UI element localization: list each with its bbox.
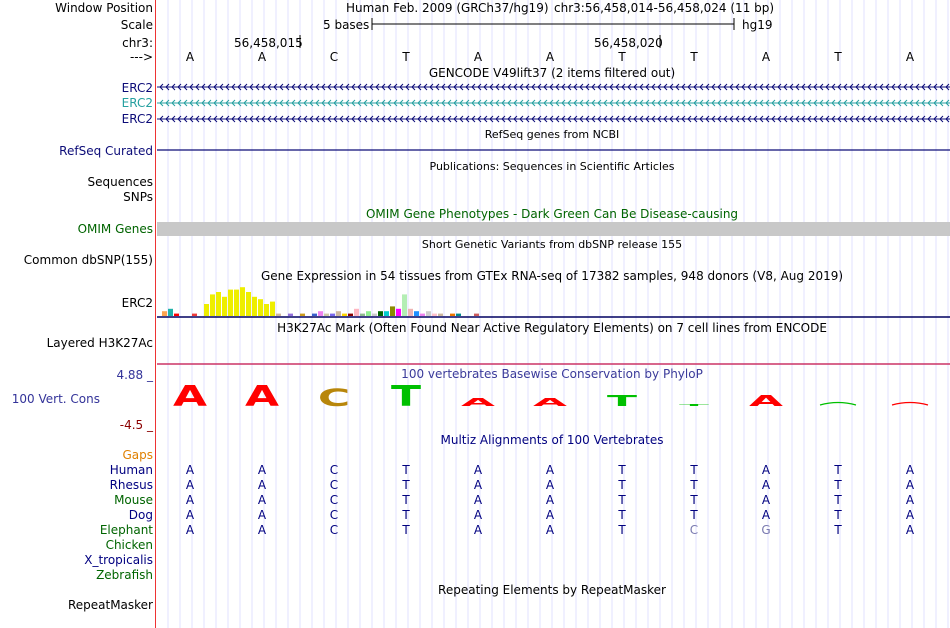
omim-phenotype-bar — [157, 222, 950, 236]
gtex-tissue-bar — [450, 314, 455, 316]
phylop-base-glyph: A — [748, 391, 784, 410]
h3k27ac-track-label[interactable]: Layered H3K27Ac — [46, 336, 153, 350]
phylop-title: 100 vertebrates Basewise Conservation by PhyloP — [401, 367, 703, 381]
alignment-base: A — [545, 493, 555, 507]
omim-track-label[interactable]: OMIM Genes — [77, 222, 153, 236]
phylop-base-glyph: A — [460, 396, 496, 409]
gtex-tissue-bar — [456, 314, 461, 316]
species-label-elephant[interactable]: Elephant — [99, 523, 153, 537]
alignment-base: T — [834, 463, 842, 477]
alignment-base: T — [402, 523, 410, 537]
alignment-base: T — [402, 463, 410, 477]
gtex-tissue-bar — [348, 314, 353, 316]
alignment-base: A — [473, 463, 483, 477]
h3k27ac-title: H3K27Ac Mark (Often Found Near Active Regulatory Elements) on 7 cell lines from ENCODE — [277, 321, 827, 335]
alignment-base: T — [834, 508, 842, 522]
gtex-tissue-bar — [414, 311, 419, 316]
phylop-base-glyph: A — [244, 379, 280, 413]
dbsnp-title: Short Genetic Variants from dbSNP release 155 — [421, 238, 683, 251]
base-letter: A — [257, 50, 267, 64]
gtex-tissue-bar — [342, 314, 347, 316]
gtex-tissue-bar — [216, 292, 221, 316]
gtex-tissue-bar — [336, 311, 341, 316]
repeatmasker-track-label[interactable]: RepeatMasker — [67, 598, 153, 612]
gencode-transcript-3 — [157, 116, 950, 122]
alignment-base: T — [690, 478, 698, 492]
gtex-tissue-bar — [474, 314, 479, 316]
repeatmasker-title: Repeating Elements by RepeatMasker — [438, 583, 666, 597]
base-letter: C — [329, 50, 339, 64]
gtex-tissue-bar — [390, 306, 395, 316]
gtex-tissue-bar — [312, 314, 317, 316]
alignment-base: C — [329, 493, 339, 507]
alignment-base: C — [329, 508, 339, 522]
base-letter: T — [402, 50, 410, 64]
gtex-tissue-bar — [360, 314, 365, 316]
alignment-base: T — [834, 523, 842, 537]
alignment-base: A — [545, 523, 555, 537]
alignment-base: A — [185, 493, 195, 507]
alignment-base: A — [905, 463, 915, 477]
omim-title: OMIM Gene Phenotypes - Dark Green Can Be Disease-causing — [365, 207, 739, 221]
gtex-tissue-bar — [300, 314, 305, 316]
base-letter: T — [834, 50, 842, 64]
window-position-label: Window Position — [55, 1, 153, 15]
gtex-tissue-bar — [240, 287, 245, 316]
snps-track-label[interactable]: SNPs — [123, 190, 153, 204]
gtex-tissue-bar — [384, 311, 389, 316]
multiz-title: Multiz Alignments of 100 Vertebrates — [440, 433, 664, 447]
gtex-tissue-bar — [324, 314, 329, 316]
gencode-track-label-3[interactable]: ERC2 — [121, 112, 153, 126]
track-data-area[interactable] — [156, 0, 950, 628]
gtex-tissue-bar — [378, 311, 383, 316]
gtex-tissue-bar — [330, 314, 335, 316]
alignment-base: A — [257, 493, 267, 507]
alignment-base: T — [618, 478, 626, 492]
gencode-track-label-2[interactable]: ERC2 — [121, 96, 153, 110]
base-letter: A — [473, 50, 483, 64]
alignment-base: T — [834, 478, 842, 492]
alignment-base: A — [545, 478, 555, 492]
base-letter: A — [545, 50, 555, 64]
gtex-tissue-bar — [432, 314, 437, 316]
alignment-base: A — [761, 493, 771, 507]
gtex-tissue-bar — [426, 311, 431, 316]
sequences-track-label[interactable]: Sequences — [87, 175, 153, 189]
gtex-tissue-bar — [162, 311, 167, 316]
alignment-base: C — [329, 523, 339, 537]
gtex-tissue-bar — [372, 314, 377, 316]
gtex-tissue-bar — [402, 294, 407, 316]
alignment-base: A — [761, 508, 771, 522]
gtex-tissue-bar — [258, 299, 263, 316]
scale-text: 5 bases — [323, 18, 370, 32]
alignment-base: A — [473, 478, 483, 492]
strand-label: ---> — [129, 50, 153, 64]
window-position: chr3:56,458,014-56,458,024 (11 bp) — [554, 1, 775, 15]
alignment-base: T — [690, 493, 698, 507]
alignment-base: T — [834, 493, 842, 507]
alignment-base: G — [761, 523, 771, 537]
alignment-base: T — [618, 508, 626, 522]
alignment-base: A — [545, 508, 555, 522]
alignment-base: C — [689, 523, 699, 537]
refseq-track-label[interactable]: RefSeq Curated — [59, 144, 153, 158]
species-label-mouse[interactable]: Mouse — [114, 493, 153, 507]
gtex-tissue-bar — [408, 309, 413, 316]
phylop-base-glyph: T — [606, 391, 638, 410]
species-label-rhesus[interactable]: Rhesus — [109, 478, 153, 492]
phylop-base-glyph: T — [678, 403, 710, 407]
gtex-tissue-bar — [168, 309, 173, 316]
gtex-tissue-bar — [246, 292, 251, 316]
cons-min-label: -4.5 _ — [119, 418, 153, 432]
gtex-tissue-bar — [438, 314, 443, 316]
gtex-tissue-bar — [210, 294, 215, 316]
phylop-base-glyph — [892, 403, 928, 406]
alignment-base: A — [473, 508, 483, 522]
species-label-zebrafish[interactable]: Zebrafish — [96, 568, 153, 582]
alignment-base: C — [329, 463, 339, 477]
coord-2: 56,458,020 — [594, 36, 663, 50]
gtex-tissue-bar — [288, 314, 293, 316]
alignment-base: A — [905, 523, 915, 537]
assembly-title: Human Feb. 2009 (GRCh37/hg19) — [346, 1, 549, 15]
cons-track-label[interactable]: 100 Vert. Cons — [11, 392, 100, 406]
alignment-base: A — [185, 478, 195, 492]
species-label-dog[interactable]: Dog — [128, 508, 153, 522]
gtex-track-label[interactable]: ERC2 — [121, 296, 153, 310]
dbsnp-track-label[interactable]: Common dbSNP(155) — [23, 253, 153, 267]
scale-label: Scale — [120, 18, 153, 32]
gtex-tissue-bar — [204, 304, 209, 316]
chr-label: chr3: — [122, 36, 153, 50]
gtex-tissue-bar — [192, 314, 197, 316]
alignment-base: A — [257, 463, 267, 477]
alignment-base: A — [185, 523, 195, 537]
alignment-base: A — [473, 523, 483, 537]
phylop-base-glyph — [820, 403, 856, 406]
alignment-base: A — [257, 508, 267, 522]
gtex-tissue-bar — [228, 290, 233, 316]
gtex-tissue-bar — [270, 302, 275, 316]
phylop-base-glyph: T — [390, 379, 422, 413]
gencode-track-label-1[interactable]: ERC2 — [121, 81, 153, 95]
alignment-base: T — [618, 493, 626, 507]
alignment-base: T — [690, 463, 698, 477]
gtex-tissue-bar — [174, 314, 179, 316]
alignment-base: A — [761, 478, 771, 492]
alignment-base: A — [473, 493, 483, 507]
gtex-tissue-bar — [318, 311, 323, 316]
scale-db: hg19 — [742, 18, 773, 32]
base-letter: T — [690, 50, 698, 64]
alignment-base: A — [761, 463, 771, 477]
species-label-chicken[interactable]: Chicken — [105, 538, 153, 552]
gencode-transcript-2 — [157, 100, 950, 106]
phylop-base-glyph: A — [172, 379, 208, 413]
gtex-tissue-bar — [252, 297, 257, 316]
gtex-title: Gene Expression in 54 tissues from GTEx RNA-seq of 17382 samples, 948 donors (V8, Aug 2019) — [260, 269, 844, 283]
alignment-base: A — [257, 523, 267, 537]
gtex-tissue-bar — [264, 304, 269, 316]
alignment-base: T — [402, 493, 410, 507]
gtex-tissue-bar — [276, 314, 281, 316]
base-letter: A — [905, 50, 915, 64]
phylop-base-glyph: C — [317, 384, 351, 413]
species-label-human[interactable]: Human — [109, 463, 153, 477]
alignment-base: A — [905, 493, 915, 507]
gaps-track-label[interactable]: Gaps — [122, 448, 153, 462]
gtex-tissue-bar — [366, 311, 371, 316]
alignment-base: A — [545, 463, 555, 477]
alignment-base: A — [905, 508, 915, 522]
gtex-tissue-bar — [396, 309, 401, 316]
gtex-tissue-bar — [222, 297, 227, 316]
base-letter: A — [761, 50, 771, 64]
gtex-tissue-bar — [420, 314, 425, 316]
gencode-transcript-1 — [157, 84, 950, 90]
base-letter: A — [185, 50, 195, 64]
alignment-base: A — [257, 478, 267, 492]
alignment-base: A — [905, 478, 915, 492]
coord-1: 56,458,015 — [234, 36, 303, 50]
phylop-base-glyph: A — [532, 396, 568, 409]
publications-title: Publications: Sequences in Scientific Articles — [429, 160, 675, 173]
gtex-tissue-bar — [354, 309, 359, 316]
alignment-base: A — [185, 463, 195, 477]
refseq-title: RefSeq genes from NCBI — [484, 128, 620, 141]
alignment-base: A — [185, 508, 195, 522]
gencode-title: GENCODE V49lift37 (2 items filtered out) — [428, 66, 676, 80]
alignment-base: T — [618, 463, 626, 477]
cons-max-label: 4.88 _ — [116, 368, 153, 382]
alignment-base: T — [690, 508, 698, 522]
alignment-base: T — [618, 523, 626, 537]
base-letter: T — [618, 50, 626, 64]
species-label-x_tropicalis[interactable]: X_tropicalis — [84, 553, 153, 567]
alignment-base: T — [402, 508, 410, 522]
gtex-tissue-bar — [234, 290, 239, 316]
alignment-base: T — [402, 478, 410, 492]
alignment-base: C — [329, 478, 339, 492]
